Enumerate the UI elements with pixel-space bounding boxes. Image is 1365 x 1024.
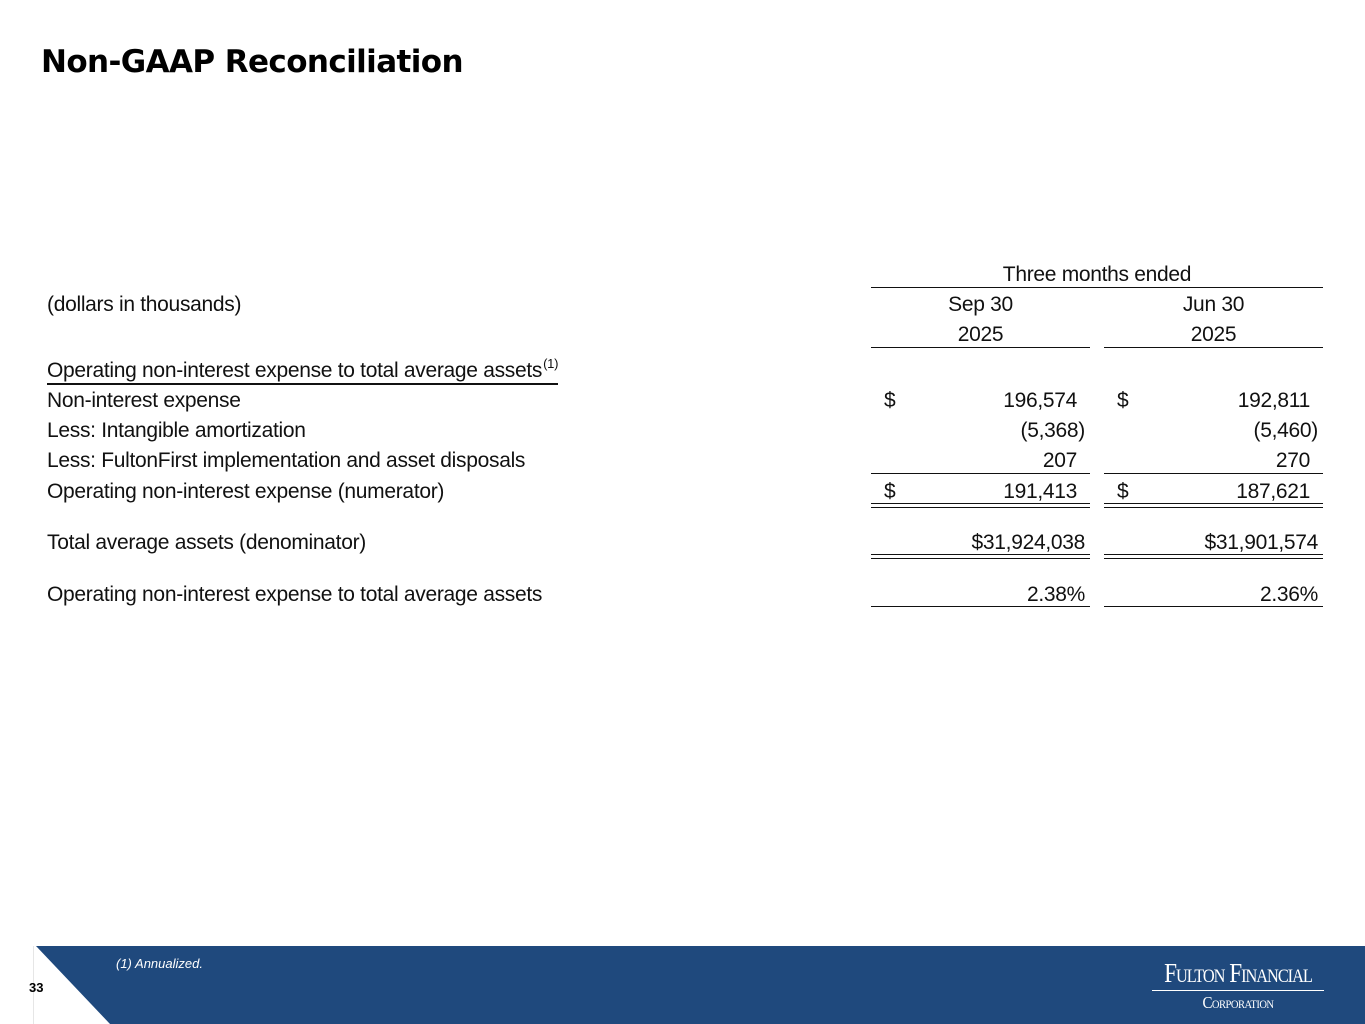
logo-line-1: Fulton Financial: [1164, 958, 1312, 988]
ratio-rule-col-2: [1104, 606, 1323, 607]
total-double-rule-col-1: [871, 503, 1090, 508]
subtotal-rule-col-1: [871, 473, 1090, 474]
row-3-col-1-value: 207: [1042, 449, 1077, 472]
row-3-col-2-value: 270: [1275, 449, 1310, 472]
total-double-rule-col-2: [1104, 503, 1323, 508]
col-2-header-rule: [1104, 347, 1323, 348]
row-label-fultonfirst-implementation: Less: FultonFirst implementation and asset disposals: [47, 449, 526, 472]
row-1-col-2-value: 192,811: [1237, 389, 1310, 412]
footnote: (1) Annualized.: [116, 956, 203, 971]
col-2-year: 2025: [1190, 323, 1237, 346]
group-header: Three months ended: [1002, 263, 1192, 286]
col-1-year: 2025: [957, 323, 1004, 346]
col-1-month: Sep 30: [948, 293, 1013, 316]
row-5-col-2-value: $31,901,574: [1204, 531, 1318, 554]
units-label: (dollars in thousands): [47, 293, 242, 316]
subtotal-rule-col-2: [1104, 473, 1323, 474]
currency-symbol: $: [884, 480, 896, 503]
page-number: 33: [29, 980, 44, 995]
row-label-operating-non-interest-expense: Operating non-interest expense (numerator): [47, 480, 445, 503]
row-label-non-interest-expense: Non-interest expense: [47, 389, 241, 412]
currency-symbol: $: [1117, 480, 1129, 503]
col-2-month: Jun 30: [1182, 293, 1245, 316]
company-logo: [1150, 960, 1326, 1011]
page-title: Non-GAAP Reconciliation: [41, 44, 463, 80]
row-label-total-average-assets: Total average assets (denominator): [47, 531, 366, 554]
row-4-col-2-value: 187,621: [1236, 480, 1310, 503]
row-4-col-1-value: 191,413: [1003, 480, 1077, 503]
assets-double-rule-col-2: [1104, 554, 1323, 559]
row-2-col-1-value: (5,368): [1020, 419, 1085, 442]
group-header-rule: [871, 287, 1323, 288]
section-heading-text: Operating non-interest expense to total average assets: [47, 359, 543, 382]
row-2-col-2-value: (5,460): [1253, 419, 1318, 442]
currency-symbol: $: [1117, 389, 1129, 412]
section-heading: [47, 357, 558, 381]
currency-symbol: $: [884, 389, 896, 412]
col-1-header-rule: [871, 347, 1090, 348]
row-label-intangible-amortization: Less: Intangible amortization: [47, 419, 306, 442]
assets-double-rule-col-1: [871, 554, 1090, 559]
ratio-rule-col-1: [871, 606, 1090, 607]
row-1-col-1-value: 196,574: [1003, 389, 1077, 412]
logo-rule: [1152, 990, 1324, 991]
row-label-expense-to-assets-ratio: Operating non-interest expense to total average assets: [47, 583, 543, 606]
row-6-col-2-value: 2.36%: [1259, 583, 1318, 606]
section-heading-note: (1): [543, 356, 559, 371]
row-5-col-1-value: $31,924,038: [971, 531, 1085, 554]
logo-line-2: Corporation: [1202, 993, 1274, 1012]
row-6-col-1-value: 2.38%: [1026, 583, 1085, 606]
